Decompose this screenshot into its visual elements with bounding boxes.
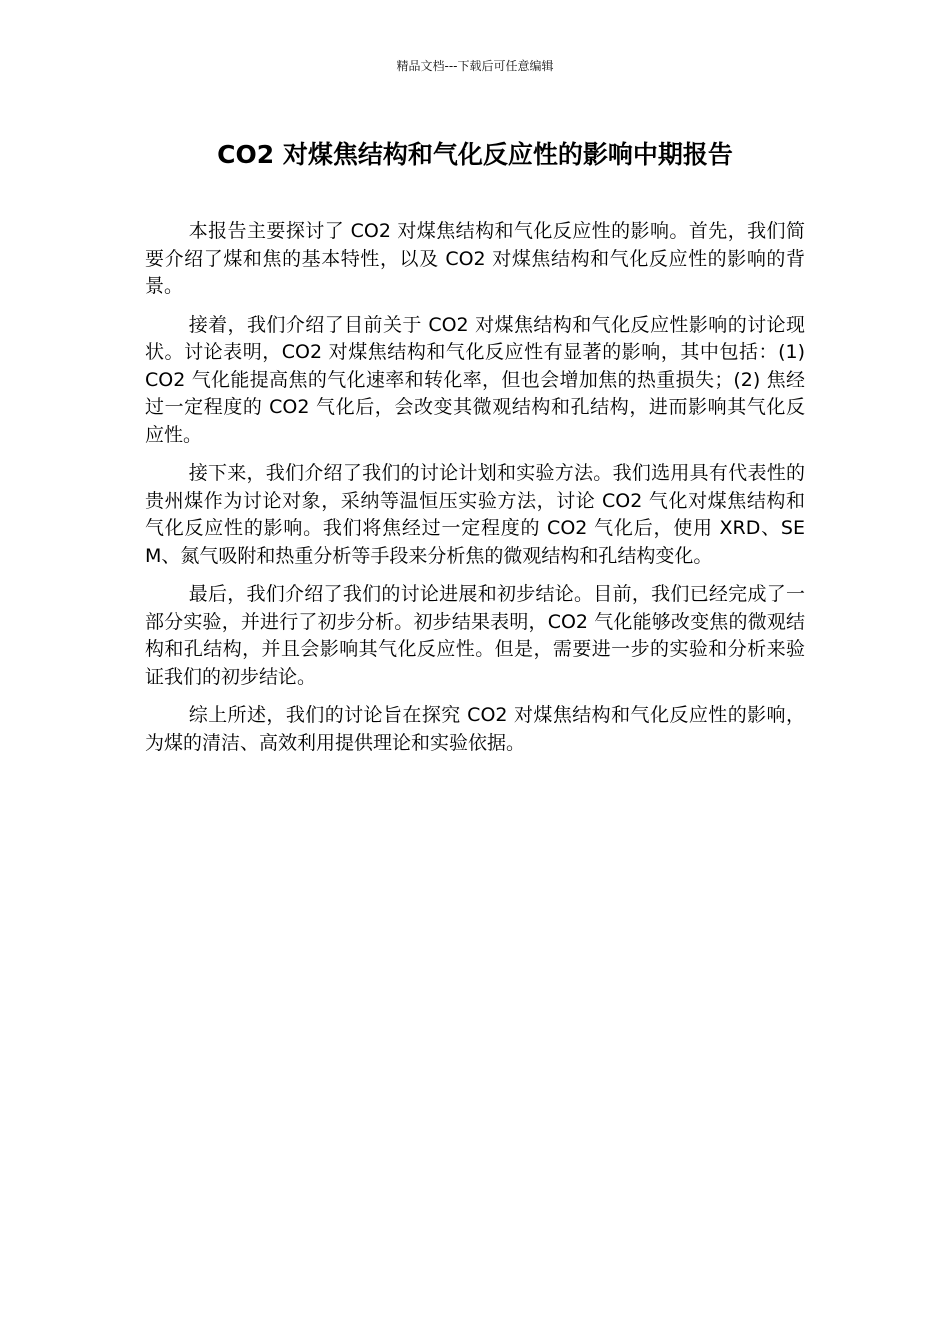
header-note: 精品文档---下载后可任意编辑 — [396, 59, 554, 73]
document-body — [145, 218, 805, 768]
paragraph-conclusion: 综上所述，我们的讨论旨在探究 CO2 对煤焦结构和气化反应性的影响，为煤的清洁、高效利用提供理论和实验依据。 — [145, 704, 805, 754]
paragraph-progress: 最后，我们介绍了我们的讨论进展和初步结论。目前，我们已经完成了一部分实验，并进行了初步分析。初步结果表明，CO2 气化能够改变焦的微观结构和孔结构，并且会影响其气化反应性。但是，需要进一步的实验和分析来验证我们的初步结论。 — [145, 583, 805, 688]
paragraph-status: 接着，我们介绍了目前关于 CO2 对煤焦结构和气化反应性影响的讨论现状。讨论表明，CO2 对煤焦结构和气化反应性有显著的影响，其中包括：(1) CO2 气化能提高焦的气化速率和转化率，但也会增加焦的热重损失；(2) 焦经过一定程度的 CO2 气化后，会改变其微观结构和孔结构，进而影响其气化反应性。 — [145, 313, 805, 446]
paragraph-methods: 接下来，我们介绍了我们的讨论计划和实验方法。我们选用具有代表性的贵州煤作为讨论对象，采纳等温恒压实验方法，讨论 CO2 气化对煤焦结构和气化反应性的影响。我们将焦经过一定程度的 CO2 气化后，使用 XRD、SEM、氮气吸附和热重分析等手段来分析焦的微观结构和孔结构变化。 — [145, 462, 805, 567]
paragraph-intro: 本报告主要探讨了 CO2 对煤焦结构和气化反应性的影响。首先，我们简要介绍了煤和焦的基本特性，以及 CO2 对煤焦结构和气化反应性的影响的背景。 — [145, 220, 805, 297]
document-title: CO2 对煤焦结构和气化反应性的影响中期报告 — [217, 140, 733, 169]
